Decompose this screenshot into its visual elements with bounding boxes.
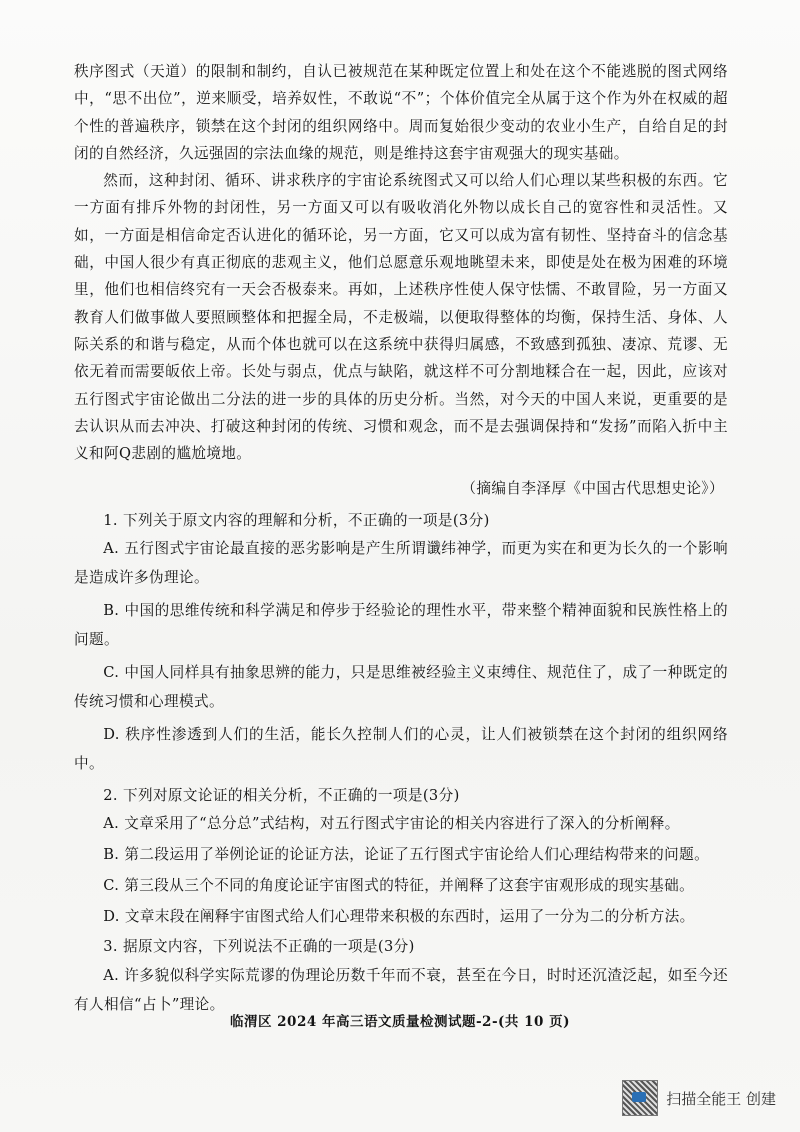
page-content <box>74 58 728 1023</box>
question-option: C. 中国人同样具有抽象思辨的能力，只是思维被经验主义束缚住、规范住了，成了一种既定的传统习惯和心理模式。 <box>74 664 728 711</box>
question-stem: 3. 据原文内容，下列说法不正确的一项是(3分) <box>103 938 415 956</box>
question-stem: 2. 下列对原文论证的相关分析，不正确的一项是(3分) <box>103 787 460 805</box>
passage-citation: （摘编自李泽厚《中国古代思想史论》） <box>461 480 724 498</box>
question-stem: 1. 下列关于原文内容的理解和分析，不正确的一项是(3分) <box>103 511 490 529</box>
question-option: A. 文章采用了“总分总”式结构，对五行图式宇宙论的相关内容进行了深入的分析阐释。 <box>103 815 680 833</box>
watermark-text: 扫描全能王 创建 <box>666 1089 776 1108</box>
passage-paragraph-1: 秩序图式（天道）的限制和制约，自认已被规范在某种既定位置上和处在这个不能逃脱的图式网络中，“思不出位”，逆来顺受，培养奴性，不敢说“不”；个体价值完全从属于这个作为外在权威的超个性的普遍秩序，锁禁在这个封闭的组织网络中。周而复始很少变动的农业小生产，自给自足的封闭的自然经济，久远强固的宗法血缘的规范，则是维持这套宇宙观强大的现实基础。 <box>74 63 728 162</box>
question-3 <box>74 933 728 1018</box>
question-option: C. 第三段从三个不同的角度论证宇宙图式的特征，并阐释了这套宇宙观形成的现实基础。 <box>103 877 695 895</box>
question-option: B. 中国的思维传统和科学满足和停步于经验论的理性水平，带来整个精神面貌和民族性格上的问题。 <box>74 602 728 649</box>
scanner-app-logo-icon <box>622 1080 658 1116</box>
question-option: B. 第二段运用了举例论证的论证方法，论证了五行图式宇宙论给人们心理结构带来的问题。 <box>103 846 710 864</box>
question-option: A. 许多貌似科学实际荒谬的伪理论历数千年而不衰，甚至在今日，时时还沉渣泛起，如至今还有人相信“占卜”理论。 <box>74 966 728 1013</box>
passage-paragraph-2: 然而，这种封闭、循环、讲求秩序的宇宙论系统图式又可以给人们心理以某些积极的东西。它一方面有排斥外物的封闭性，另一方面又可以有吸收消化外物以成长自己的宽容性和灵活性。又如，一方面是相信命定否认进化的循环论，另一方面，它又可以成为富有韧性、坚持奋斗的信念基础，中国人很少有真正彻底的悲观主义，他们总愿意乐观地眺望未来，即使是处在极为困难的环境里，他们也相信终究有一天会否极泰来。再如，上述秩序性使人保守怯懦、不敢冒险，另一方面又教育人们做事做人要照顾整体和把握全局，不走极端，以便取得整体的均衡，保持生活、身体、人际关系的和谐与稳定，从而个体也就可以在这系统中获得归属感，不致感到孤独、凄凉、荒谬、无依无着而需要皈依上帝。长处与弱点，优点与缺陷，就这样不可分割地糅合在一起，因此，应该对五行图式宇宙论做出二分法的进一步的具体的历史分析。当然，对今天的中国人来说，更重要的是去认识从而去冲决、打破这种封闭的传统、习惯和观念，而不是去强调保持和“发扬”而陷入折中主义和阿Q悲剧的尴尬境地。 <box>74 172 728 463</box>
question-2 <box>74 782 728 931</box>
question-option: A. 五行图式宇宙论最直接的恶劣影响是产生所谓谶纬神学，而更为实在和更为长久的一个影响是造成许多伪理论。 <box>74 540 728 587</box>
question-option: D. 文章末段在阐释宇宙图式给人们心理带来积极的东西时，运用了一分为二的分析方法。 <box>103 908 695 926</box>
question-option: D. 秩序性渗透到人们的生活，能长久控制人们的心灵，让人们被锁禁在这个封闭的组织网络中。 <box>74 726 728 773</box>
scanner-watermark <box>622 1080 776 1116</box>
question-1 <box>74 507 728 778</box>
page-footer: 临渭区 2024 年高三语文质量检测试题-2-(共 10 页) <box>229 1014 571 1030</box>
